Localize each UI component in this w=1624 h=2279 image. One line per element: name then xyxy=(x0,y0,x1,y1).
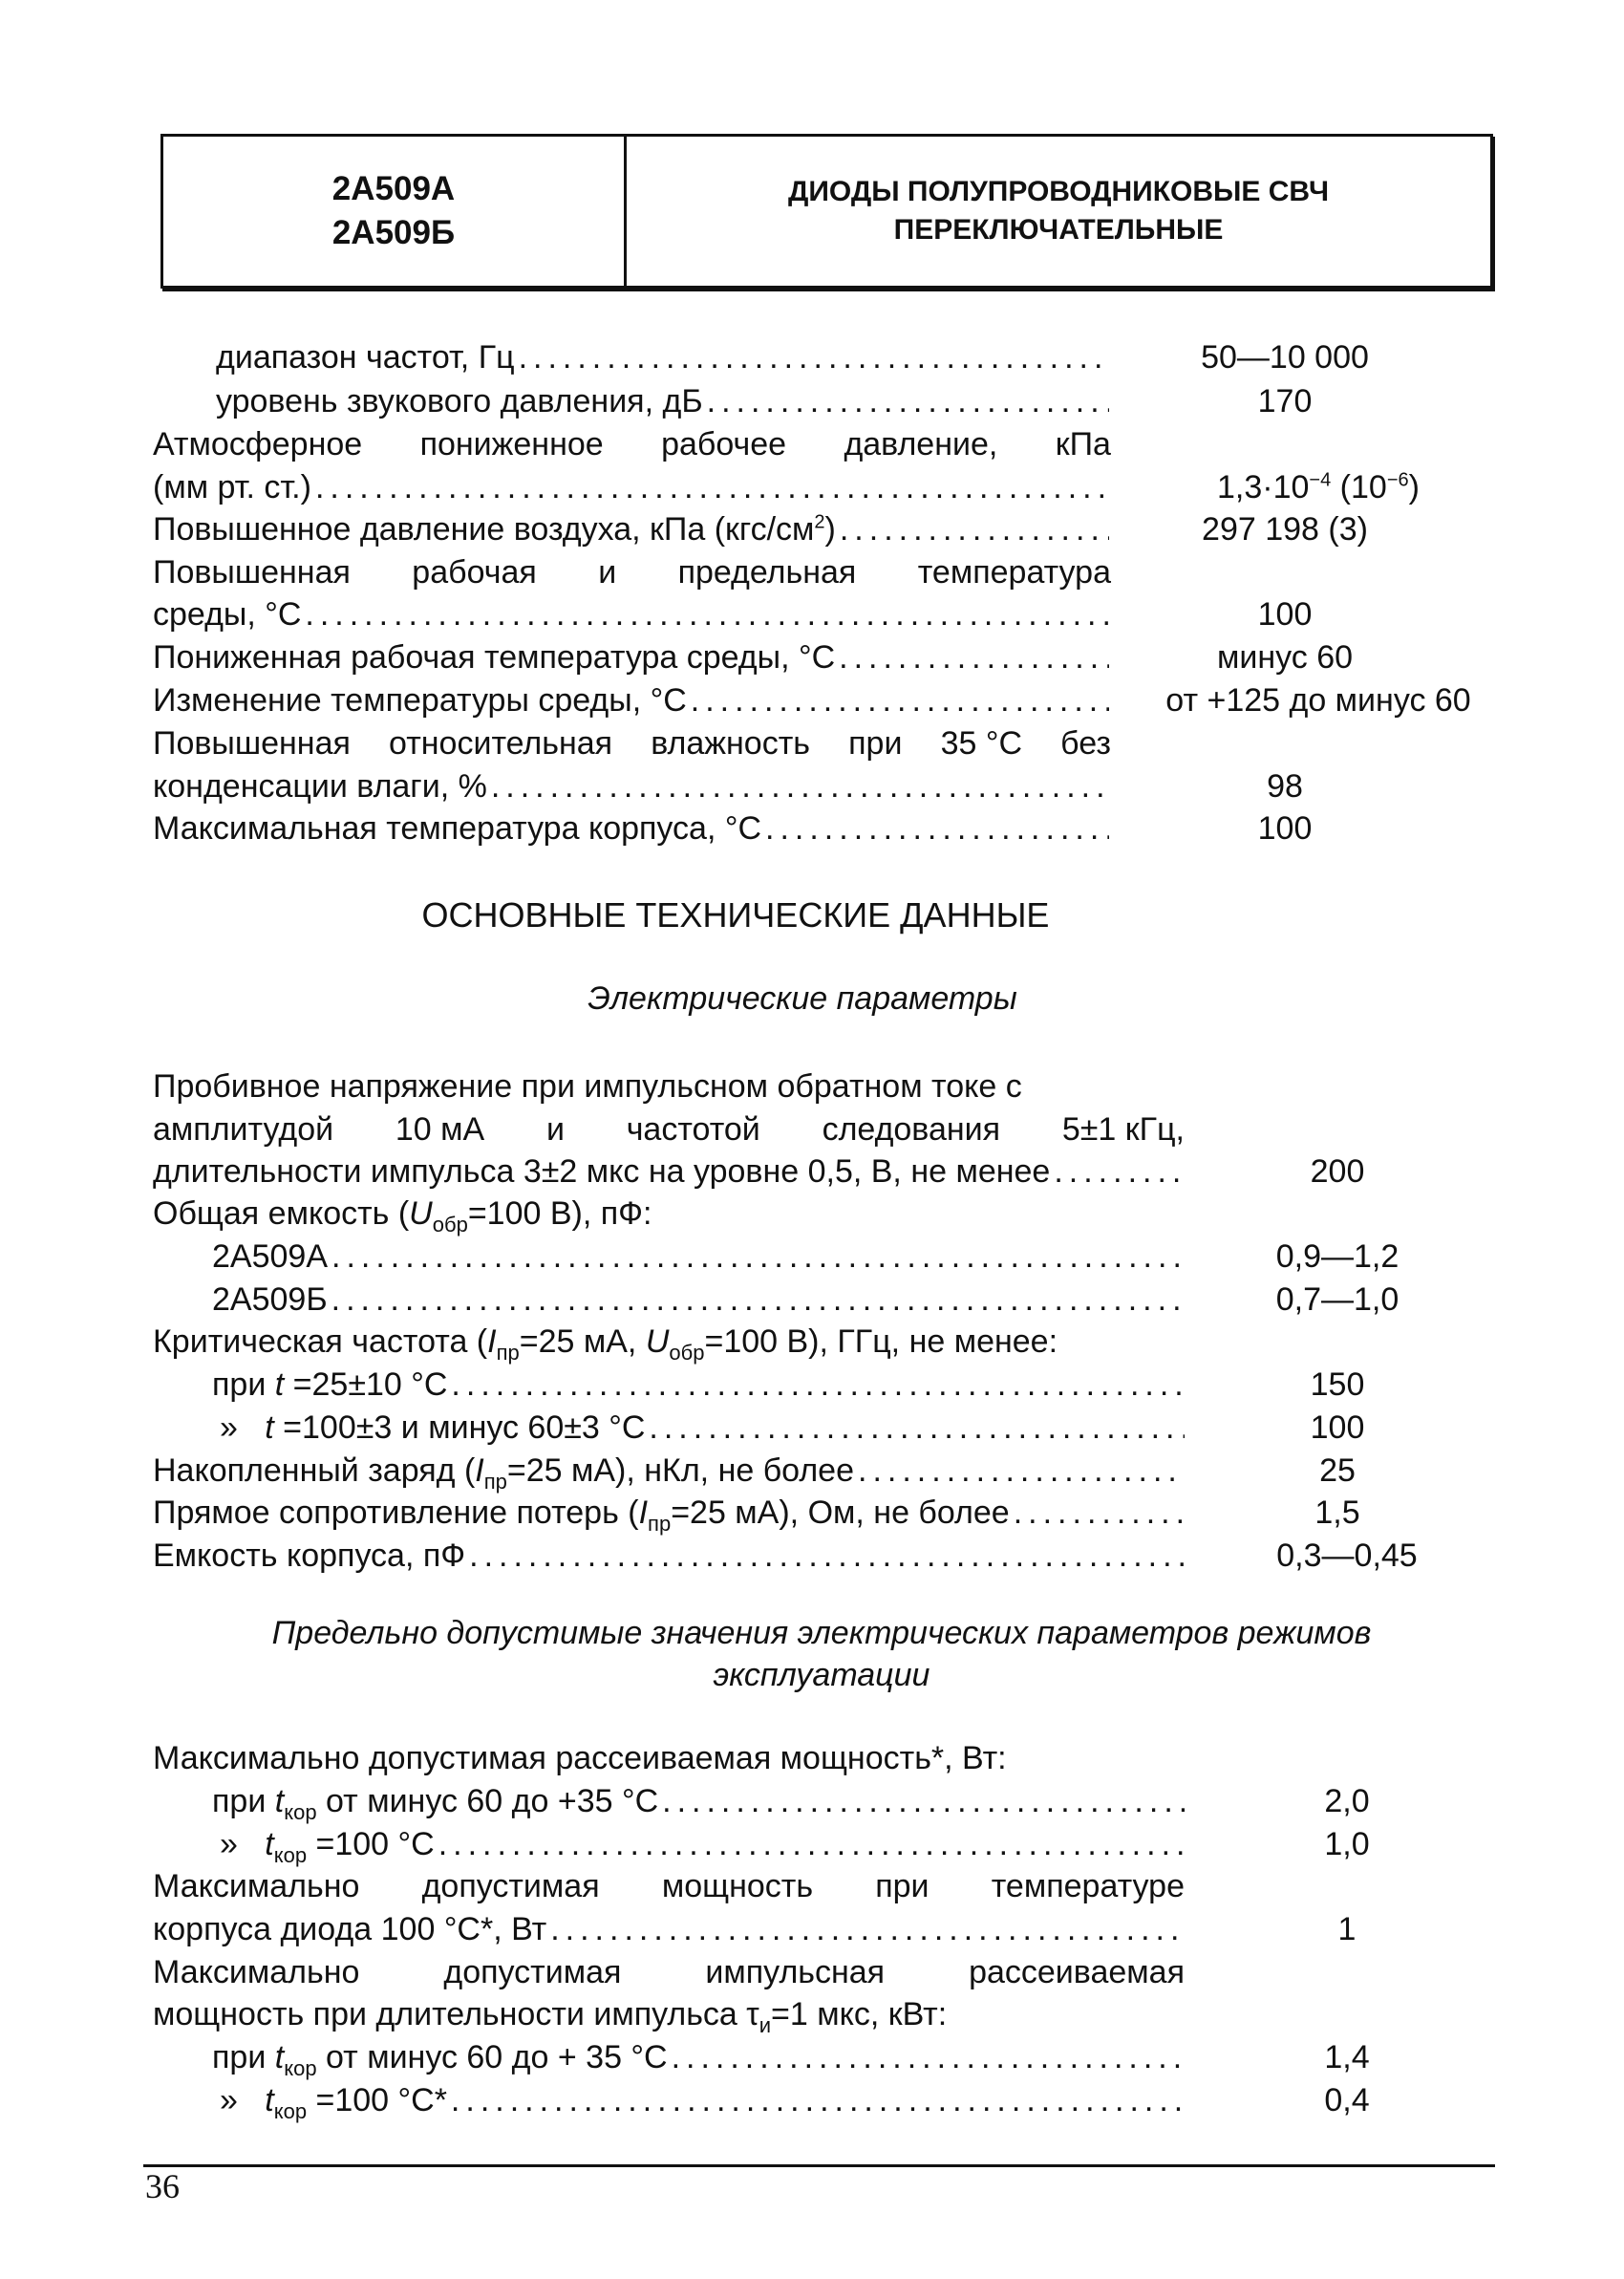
header-box xyxy=(160,134,1493,289)
power-1-value: 2,0 xyxy=(1324,1783,1370,1819)
air-label-pre: Повышенное давление воздуха, кПа (кгс/см xyxy=(153,511,815,548)
page-number: 36 xyxy=(145,2167,180,2205)
air-pressure-row xyxy=(153,508,1109,550)
humidity-line-1 xyxy=(153,722,1111,764)
breakdown-line-1: Пробивное напряжение при импульсном обратном токе с xyxy=(153,1068,1022,1105)
p5-var: t xyxy=(274,2039,285,2075)
title-line-1: ДИОДЫ ПОЛУПРОВОДНИКОВЫЕ СВЧ xyxy=(787,176,1330,207)
temp-change-value: от +125 до минус 60 xyxy=(1165,682,1471,719)
word: следования xyxy=(822,1111,1001,1148)
cf-sub1: пр xyxy=(496,1340,520,1365)
temp-label: среды, °С xyxy=(153,596,302,633)
breakdown-label: длительности импульса 3±2 мкс на уровне 0,5, В, не менее xyxy=(153,1153,1051,1190)
power-6-value: 0,4 xyxy=(1324,2082,1370,2118)
c2-var: t xyxy=(265,1409,274,1446)
c1-post: =25±10 °С xyxy=(284,1366,448,1403)
word: при xyxy=(848,725,903,762)
p2-sub: кор xyxy=(273,1842,308,1867)
electrical-subtitle: Электрические параметры xyxy=(588,980,1017,1017)
word: 5±1 кГц, xyxy=(1061,1111,1185,1148)
model-b: 2А509Б xyxy=(331,214,456,251)
atm-value-paren-close: ) xyxy=(1408,469,1420,505)
word: Повышенная xyxy=(153,554,351,591)
case-cap-label: Емкость корпуса, пФ xyxy=(153,1537,466,1574)
power-2-row xyxy=(220,1823,1185,1865)
word: без xyxy=(1060,725,1111,762)
word: 35 °С xyxy=(940,725,1022,762)
word: давление, xyxy=(844,426,998,462)
sound-value: 170 xyxy=(1257,383,1313,419)
cap-a-row xyxy=(212,1236,1185,1278)
rs-pre: Прямое сопротивление потерь ( xyxy=(153,1494,639,1531)
breakdown-line-2 xyxy=(153,1108,1185,1150)
sound-label: уровень звукового давления, дБ xyxy=(216,383,703,419)
freq-range-row xyxy=(216,336,1109,378)
atm-value-exp: −4 xyxy=(1309,469,1332,491)
c1-var: t xyxy=(274,1366,285,1403)
word: влажность xyxy=(651,725,810,762)
word: Максимально xyxy=(153,1868,360,1904)
crit1-row xyxy=(212,1364,1185,1406)
temp-row xyxy=(153,593,1109,635)
word: мощность xyxy=(661,1868,814,1904)
limits-subtitle-2: эксплуатации xyxy=(713,1657,930,1693)
p6-var: t xyxy=(265,2082,274,2118)
cf-var2: U xyxy=(645,1323,670,1360)
resist-value: 1,5 xyxy=(1314,1494,1360,1531)
resist-row xyxy=(153,1492,1185,1534)
p5-pre: при xyxy=(212,2039,275,2075)
power-3-line-1 xyxy=(153,1865,1185,1907)
ch-post: =25 мА), нКл, не более xyxy=(506,1452,855,1489)
ch-sub: пр xyxy=(483,1469,507,1494)
p2-var: t xyxy=(265,1826,274,1862)
cap-b-value: 0,7—1,0 xyxy=(1275,1281,1400,1318)
crit1-label xyxy=(212,1364,447,1406)
p5-sub: кор xyxy=(284,2055,317,2080)
breakdown-row xyxy=(153,1150,1185,1193)
word: Повышенная xyxy=(153,725,351,762)
cap-sub: обр xyxy=(432,1212,468,1236)
word: частотой xyxy=(626,1111,760,1148)
crit2-row xyxy=(220,1407,1185,1449)
atm-value-base: 1,3·10 xyxy=(1217,469,1310,505)
power-4-line-1 xyxy=(153,1951,1185,1993)
power-2-label xyxy=(220,1823,435,1865)
power-3-row xyxy=(153,1908,1185,1950)
charge-row xyxy=(153,1450,1185,1492)
c2-post: =100±3 и минус 60±3 °С xyxy=(273,1409,646,1446)
word: температуре xyxy=(991,1868,1185,1904)
power-6-row xyxy=(220,2079,1185,2121)
p2-post: =100 °С xyxy=(307,1826,435,1862)
p4-pre: мощность при длительности импульса τ xyxy=(153,1996,759,2032)
case-temp-value: 100 xyxy=(1257,810,1313,847)
cap-pre: Общая емкость ( xyxy=(153,1195,410,1232)
p1-var: t xyxy=(274,1783,285,1819)
power-3-label: корпуса диода 100 °С*, Вт xyxy=(153,1911,547,1947)
cap-b-label: 2А509Б xyxy=(212,1281,328,1318)
power-4-line-2 xyxy=(153,1993,947,2035)
cf-var1: I xyxy=(487,1323,497,1360)
case-cap-value: 0,3—0,45 xyxy=(1276,1537,1418,1574)
word: Максимально xyxy=(153,1954,360,1990)
p1-pre: при xyxy=(212,1783,275,1819)
cf-mid: =25 мА, xyxy=(519,1323,646,1360)
ch-pre: Накопленный заряд ( xyxy=(153,1452,476,1489)
charge-value: 25 xyxy=(1319,1452,1356,1489)
c1-pre: при xyxy=(212,1366,275,1403)
power-1-label xyxy=(212,1780,658,1822)
cap-a-label: 2А509А xyxy=(212,1238,328,1275)
low-temp-label: Пониженная рабочая температура среды, °С xyxy=(153,639,836,676)
word: относительная xyxy=(389,725,613,762)
crit2-label xyxy=(220,1407,645,1449)
word: допустимая xyxy=(421,1868,600,1904)
temp-line-1 xyxy=(153,551,1111,593)
word: кПа xyxy=(1055,426,1111,462)
word: допустимая xyxy=(443,1954,622,1990)
freq-range-label: диапазон частот, Гц xyxy=(216,339,515,376)
critfreq-heading xyxy=(153,1321,1058,1363)
temp-value: 100 xyxy=(1257,596,1313,633)
p1-sub: кор xyxy=(284,1799,317,1824)
word: рабочее xyxy=(661,426,787,462)
p4-sub: и xyxy=(759,2012,771,2037)
atm-label: (мм рт. ст.) xyxy=(153,469,311,505)
crit1-value: 150 xyxy=(1310,1366,1365,1403)
word: при xyxy=(875,1868,930,1904)
p6-quote: » xyxy=(220,2082,238,2118)
capacitance-heading xyxy=(153,1193,652,1235)
power-heading: Максимально допустимая рассеиваемая мощность*, Вт: xyxy=(153,1740,1007,1776)
limits-subtitle-1: Предельно допустимые значения электрических параметров режимов xyxy=(271,1615,1372,1651)
cap-post: =100 В), пФ: xyxy=(467,1195,652,1232)
low-temp-row xyxy=(153,636,1109,678)
power-5-label xyxy=(212,2036,668,2078)
title-line-2: ПЕРЕКЛЮЧАТЕЛЬНЫЕ xyxy=(893,214,1224,246)
air-label-post: ) xyxy=(824,511,836,548)
power-3-value: 1 xyxy=(1337,1911,1357,1947)
word: рассеиваемая xyxy=(969,1954,1185,1990)
low-temp-value: минус 60 xyxy=(1216,639,1354,676)
cap-a-value: 0,9—1,2 xyxy=(1275,1238,1400,1275)
cf-sub2: обр xyxy=(669,1340,705,1365)
cf-post: =100 В), ГГц, не менее: xyxy=(704,1323,1058,1360)
humidity-value: 98 xyxy=(1267,768,1303,805)
p1-post: от минус 60 до +35 °С xyxy=(316,1783,659,1819)
atm-row xyxy=(153,466,1109,508)
resist-label xyxy=(153,1492,1010,1534)
p4-post: =1 мкс, кВт: xyxy=(771,1996,948,2032)
word: пониженное xyxy=(419,426,604,462)
rs-post: =25 мА), Ом, не более xyxy=(671,1494,1010,1531)
cf-pre: Критическая частота ( xyxy=(153,1323,488,1360)
air-label-exp: 2 xyxy=(814,511,825,533)
word: Атмосферное xyxy=(153,426,363,462)
word: и xyxy=(598,554,617,591)
power-6-label xyxy=(220,2079,447,2121)
case-cap-row xyxy=(153,1535,1185,1577)
ch-var: I xyxy=(475,1452,484,1489)
word: предельная xyxy=(677,554,857,591)
c2-quote: » xyxy=(220,1409,238,1446)
atm-value-paren-exp: −6 xyxy=(1386,469,1409,491)
case-temp-row xyxy=(153,807,1109,849)
word: температура xyxy=(917,554,1111,591)
power-1-row xyxy=(212,1780,1185,1822)
p5-post: от минус 60 до + 35 °С xyxy=(316,2039,668,2075)
footer-rule xyxy=(143,2164,1495,2167)
p6-sub: кор xyxy=(273,2098,308,2123)
word: 10 мА xyxy=(395,1111,485,1148)
air-pressure-label xyxy=(153,508,836,550)
word: импульсная xyxy=(705,1954,886,1990)
power-2-value: 1,0 xyxy=(1324,1826,1370,1862)
atm-value-paren: (10 xyxy=(1331,469,1387,505)
air-pressure-value: 297 198 (3) xyxy=(1202,511,1368,548)
temp-change-row xyxy=(153,679,1109,721)
document-title xyxy=(627,137,1490,286)
model-numbers xyxy=(163,137,627,286)
p2-quote: » xyxy=(220,1826,238,1862)
humidity-label: конденсации влаги, % xyxy=(153,768,487,805)
rs-sub: пр xyxy=(648,1511,672,1536)
atm-line-1 xyxy=(153,423,1111,465)
p6-post: =100 °С* xyxy=(307,2082,447,2118)
atm-value xyxy=(1161,466,1476,508)
temp-change-label: Изменение температуры среды, °С xyxy=(153,682,687,719)
section-title: ОСНОВНЫЕ ТЕХНИЧЕСКИЕ ДАННЫЕ xyxy=(421,895,1050,935)
breakdown-value: 200 xyxy=(1310,1153,1365,1190)
rs-var: I xyxy=(638,1494,649,1531)
word: и xyxy=(545,1111,565,1148)
power-5-row xyxy=(212,2036,1185,2078)
case-temp-label: Максимальная температура корпуса, °С xyxy=(153,810,762,847)
freq-range-value: 50—10 000 xyxy=(1201,339,1369,376)
word: амплитудой xyxy=(153,1111,334,1148)
power-5-value: 1,4 xyxy=(1324,2039,1370,2075)
word: рабочая xyxy=(412,554,537,591)
charge-label xyxy=(153,1450,854,1492)
cap-var: U xyxy=(409,1195,433,1232)
humidity-row xyxy=(153,765,1109,807)
crit2-value: 100 xyxy=(1310,1409,1365,1446)
model-a: 2А509А xyxy=(331,170,456,207)
sound-row xyxy=(216,380,1109,422)
cap-b-row xyxy=(212,1279,1185,1321)
